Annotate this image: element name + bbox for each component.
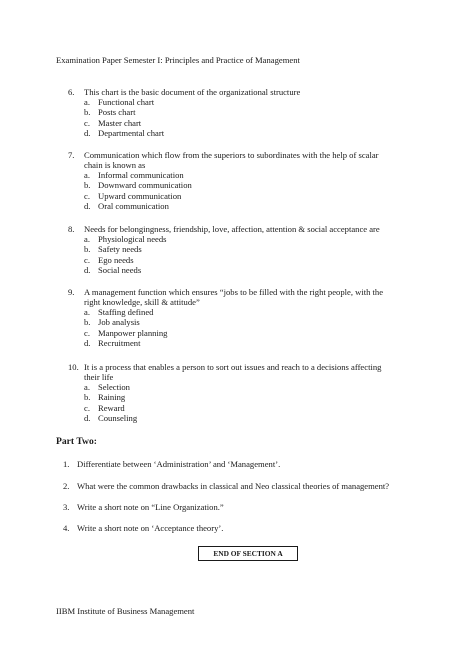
option-list xyxy=(84,307,424,349)
option-letter: a. xyxy=(84,307,90,317)
option-d xyxy=(84,128,424,138)
option-c xyxy=(84,191,424,201)
option-text: Posts chart xyxy=(98,107,136,118)
page-header: Examination Paper Semester I: Principles and Practice of Management xyxy=(56,55,300,65)
option-text: Recruitment xyxy=(98,338,141,349)
option-b xyxy=(84,317,424,327)
end-of-section-box: END OF SECTION A xyxy=(198,546,298,561)
question-text: It is a process that enables a person to sort out issues and reach to a decisions affecting xyxy=(84,362,382,372)
option-letter: b. xyxy=(84,180,91,191)
option-letter: d. xyxy=(84,265,91,276)
question-line xyxy=(68,372,424,382)
option-b xyxy=(84,180,424,190)
item-number: 3. xyxy=(63,502,70,512)
option-letter: d. xyxy=(84,338,91,349)
option-text: Upward communication xyxy=(98,190,182,201)
question-8 xyxy=(68,224,424,276)
question-text: right knowledge, skill & attitude” xyxy=(84,297,200,307)
option-d xyxy=(84,201,424,211)
option-b xyxy=(84,107,424,117)
option-list xyxy=(84,234,424,276)
option-text: Ego needs xyxy=(98,254,134,265)
question-line xyxy=(68,287,424,297)
question-number: 8. xyxy=(68,224,75,234)
question-number: 6. xyxy=(68,87,75,97)
option-a xyxy=(84,234,424,244)
question-number: 9. xyxy=(68,287,75,297)
option-text: Staffing defined xyxy=(98,307,154,317)
option-b xyxy=(84,392,424,402)
item-text: What were the common drawbacks in classical and Neo classical theories of management? xyxy=(77,481,390,491)
option-text: Physiological needs xyxy=(98,234,167,244)
option-d xyxy=(84,265,424,275)
question-line xyxy=(68,150,424,160)
option-text: Safety needs xyxy=(98,244,142,255)
question-6 xyxy=(68,87,424,139)
part-two-item-4 xyxy=(63,523,433,533)
question-text: A management function which ensures “jobs to be filled with the right people, with the xyxy=(84,287,384,297)
question-line xyxy=(68,160,424,170)
option-text: Reward xyxy=(98,402,125,413)
item-number: 4. xyxy=(63,523,70,533)
item-number: 1. xyxy=(63,459,70,469)
option-a xyxy=(84,307,424,317)
question-9 xyxy=(68,287,424,349)
option-letter: d. xyxy=(84,128,91,139)
page-footer: IIBM Institute of Business Management xyxy=(56,606,195,616)
option-letter: c. xyxy=(84,327,90,338)
item-text: Differentiate between ‘Administration’ and ‘Management’. xyxy=(77,459,281,469)
option-letter: b. xyxy=(84,107,91,118)
option-letter: d. xyxy=(84,413,91,424)
option-letter: c. xyxy=(84,254,90,265)
part-two-item-2 xyxy=(63,481,433,491)
option-c xyxy=(84,118,424,128)
option-a xyxy=(84,97,424,107)
option-text: Job analysis xyxy=(98,317,140,328)
question-text: their life xyxy=(84,372,114,382)
option-letter: c. xyxy=(84,190,90,201)
option-text: Functional chart xyxy=(98,97,155,107)
question-line xyxy=(68,362,424,372)
question-7 xyxy=(68,150,424,212)
question-number: 7. xyxy=(68,150,75,160)
option-d xyxy=(84,338,424,348)
option-text: Informal communication xyxy=(98,170,184,180)
option-text: Manpower planning xyxy=(98,327,168,338)
option-c xyxy=(84,328,424,338)
part-two-item-3 xyxy=(63,502,433,512)
question-line xyxy=(68,87,424,97)
question-text: chain is known as xyxy=(84,160,146,170)
option-letter: c. xyxy=(84,117,90,128)
part-two-item-1 xyxy=(63,459,433,469)
question-line xyxy=(68,224,424,234)
item-number: 2. xyxy=(63,481,70,491)
option-letter: b. xyxy=(84,392,91,403)
option-b xyxy=(84,244,424,254)
option-d xyxy=(84,413,424,423)
question-10 xyxy=(68,362,424,424)
option-letter: a. xyxy=(84,97,90,107)
option-c xyxy=(84,403,424,413)
item-text: Write a short note on ‘Acceptance theory’. xyxy=(77,523,224,533)
option-text: Downward communication xyxy=(98,180,192,191)
option-letter: b. xyxy=(84,244,91,255)
question-text: Communication which flow from the superiors to subordinates with the help of scalar xyxy=(84,150,379,160)
option-list xyxy=(84,97,424,139)
option-letter: c. xyxy=(84,402,90,413)
option-text: Master chart xyxy=(98,117,142,128)
option-a xyxy=(84,170,424,180)
question-line xyxy=(68,297,424,307)
part-two-heading: Part Two: xyxy=(56,436,97,447)
item-text: Write a short note on “Line Organization.” xyxy=(77,502,224,512)
option-text: Social needs xyxy=(98,265,142,276)
option-text: Oral communication xyxy=(98,201,169,212)
option-c xyxy=(84,255,424,265)
question-number: 10. xyxy=(68,362,79,372)
option-list xyxy=(84,170,424,212)
option-letter: d. xyxy=(84,201,91,212)
option-text: Counseling xyxy=(98,413,138,424)
question-text: This chart is the basic document of the organizational structure xyxy=(84,87,301,97)
option-a xyxy=(84,382,424,392)
option-list xyxy=(84,382,424,424)
option-text: Departmental chart xyxy=(98,128,165,139)
option-letter: a. xyxy=(84,382,90,392)
option-letter: a. xyxy=(84,234,90,244)
option-letter: a. xyxy=(84,170,90,180)
option-text: Selection xyxy=(98,382,130,392)
option-text: Raining xyxy=(98,392,126,403)
option-letter: b. xyxy=(84,317,91,328)
question-text: Needs for belongingness, friendship, love, affection, attention & social acceptance are xyxy=(84,224,380,234)
